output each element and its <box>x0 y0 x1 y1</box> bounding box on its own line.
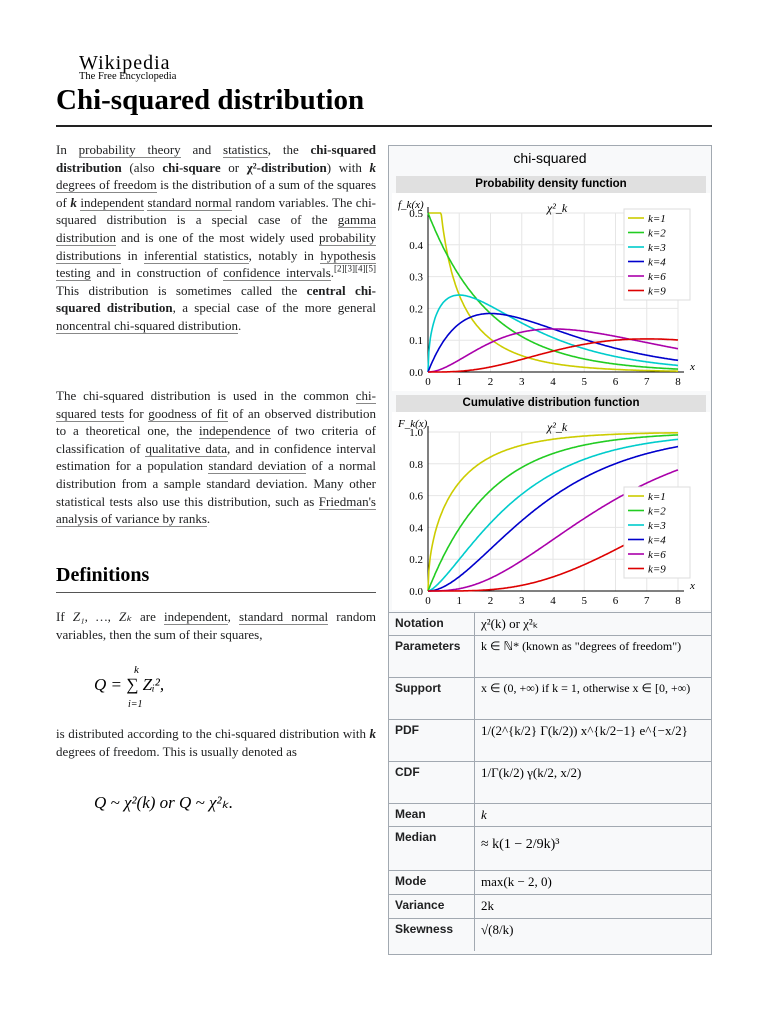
x-tick-label: 2 <box>487 376 494 388</box>
x-axis-label: x <box>690 361 695 373</box>
row-value: 1/(2^{k/2} Γ(k/2)) x^{k/2−1} e^{−x/2} <box>481 723 688 738</box>
link-degrees-of-freedom[interactable]: degrees of freedom <box>56 177 157 193</box>
equation-sum-lower: i=1 <box>128 699 143 710</box>
legend-label: k=4 <box>648 534 666 547</box>
link-independent-2[interactable]: independent <box>164 609 228 624</box>
y-tick-label: 0.2 <box>409 554 423 567</box>
row-pdf <box>389 719 711 761</box>
link-chi-squared-tests[interactable]: chi-squared tests <box>56 388 376 421</box>
link-gamma-distribution[interactable]: gamma distribution <box>56 212 376 245</box>
legend-label: k=6 <box>648 271 666 283</box>
legend-label: k=1 <box>648 491 666 503</box>
link-standard-normal-2[interactable]: standard normal <box>239 609 329 624</box>
wikipedia-wordmark[interactable]: Wikipedia <box>79 52 171 74</box>
y-tick-label: 0.4 <box>409 239 423 252</box>
row-value: ≈ k(1 − 2/9k)³ <box>481 837 560 852</box>
link-independence[interactable]: independence <box>199 423 271 439</box>
legend-label: k=2 <box>648 505 666 518</box>
row-value: 2k <box>481 898 494 913</box>
row-value: 1/Γ(k/2) γ(k/2, x/2) <box>481 765 582 780</box>
x-tick-label: 4 <box>550 595 556 607</box>
row-mode <box>389 870 711 894</box>
cdf-caption: Cumulative distribution function <box>396 395 706 412</box>
legend-label: k=2 <box>648 227 666 240</box>
row-cdf <box>389 761 711 803</box>
x-tick-label: 1 <box>456 376 462 388</box>
x-axis-label: x <box>690 580 695 592</box>
x-tick-label: 5 <box>581 595 587 607</box>
row-label: Mean <box>389 804 475 826</box>
row-median <box>389 826 711 870</box>
x-tick-label: 0 <box>425 376 431 388</box>
legend-label: k=4 <box>648 256 666 269</box>
section-divider <box>56 592 376 593</box>
x-tick-label: 8 <box>675 376 681 388</box>
row-label: Support <box>389 678 475 719</box>
y-tick-label: 0.5 <box>409 208 423 220</box>
pdf-chart-panel <box>392 193 710 391</box>
link-statistics[interactable]: statistics <box>223 142 268 157</box>
equation-notation: Q ~ χ²(k) or Q ~ χ²ₖ. <box>94 793 234 812</box>
legend-label: k=3 <box>648 242 666 254</box>
link-probability-theory[interactable]: probability theory <box>78 142 181 157</box>
wikipedia-tagline: The Free Encyclopedia <box>79 71 177 82</box>
row-value: x ∈ (0, +∞) if k = 1, otherwise x ∈ [0, +∞) <box>481 681 691 695</box>
definitions-paragraph-2: is distributed according to the chi-squared distribution with k degrees of freedom. This is usually denoted as <box>56 726 376 759</box>
link-hypothesis-testing[interactable]: hypothesis testing <box>56 247 376 281</box>
row-mean <box>389 803 711 826</box>
row-label: Median <box>389 827 475 870</box>
link-probability-distributions[interactable]: probability distributions <box>56 229 376 263</box>
y-tick-label: 1.0 <box>409 427 423 439</box>
y-tick-label: 0.3 <box>409 271 423 284</box>
equation-q-sum: Q = ∑ Zᵢ², <box>94 675 165 694</box>
link-confidence-intervals[interactable]: confidence intervals <box>223 265 331 281</box>
row-label: CDF <box>389 762 475 803</box>
intro-paragraph-2: The chi-squared distribution is used in the common chi-squared tests for goodness of fit of an observed distribution to a theoretical one, the independence of two criteria of classification of qualitative data, and in confidence interval estimation for a population standard deviation of a normal distribution from a sample standard deviation. Many other statistical tests also use this distribution, such as Friedman's analysis of variance by ranks. <box>56 388 377 527</box>
row-label: Notation <box>389 613 475 635</box>
y-tick-label: 0.1 <box>409 335 423 348</box>
y-axis-label: f_k(x) <box>398 199 424 211</box>
equation-sum-upper: k <box>134 664 139 676</box>
legend-label: k=1 <box>648 213 666 225</box>
link-inferential-statistics[interactable]: inferential statistics <box>144 247 249 263</box>
x-tick-label: 4 <box>550 376 556 388</box>
row-label: PDF <box>389 720 475 761</box>
row-label: Variance <box>389 895 475 918</box>
x-tick-label: 2 <box>487 595 494 607</box>
legend-label: k=9 <box>648 563 666 576</box>
infobox-title: chi-squared <box>513 150 587 166</box>
intro-paragraph-1: In probability theory and statistics, the chi-squared distribution (also chi-square or χ²-distribution) with k degrees of freedom is the distribution of a sum of the squares of k independent standard normal random variables. The chi-squared distribution is a special case of the gamma distribution and is one of the most widely used probability distributions in inferential statistics, notably in hypothesis testing and in construction of confidence intervals.[2][3][4][5] This distribution is sometimes called the central chi-squared distribution, a special case of the more general noncentral chi-squared distribution. <box>56 142 377 333</box>
link-goodness-of-fit[interactable]: goodness of fit <box>148 405 228 421</box>
x-tick-label: 8 <box>675 595 681 607</box>
reference-markers[interactable]: [2][3][4][5] <box>334 263 376 274</box>
row-label: Mode <box>389 871 475 894</box>
title-divider <box>56 125 712 127</box>
row-support <box>389 677 711 719</box>
row-label: Parameters <box>389 636 475 677</box>
row-variance <box>389 894 711 918</box>
link-standard-normal[interactable]: standard normal <box>147 194 232 210</box>
row-value: k <box>481 807 487 822</box>
x-tick-label: 6 <box>612 595 619 607</box>
x-tick-label: 3 <box>519 376 525 388</box>
row-parameters <box>389 635 711 677</box>
y-tick-label: 0.0 <box>409 586 423 598</box>
row-value: k ∈ ℕ* (known as "degrees of freedom") <box>481 639 682 653</box>
y-axis-label: F_k(x) <box>398 418 428 430</box>
legend-label: k=6 <box>648 549 666 561</box>
legend-label: k=9 <box>648 285 666 298</box>
link-friedman-anova[interactable]: Friedman's analysis of variance by ranks <box>56 493 376 527</box>
link-noncentral-chi-squared[interactable]: noncentral chi-squared distribution <box>56 317 238 333</box>
y-tick-label: 0.4 <box>409 522 423 535</box>
link-independent[interactable]: independent <box>80 194 144 210</box>
x-tick-label: 7 <box>644 595 650 607</box>
legend-label: k=3 <box>648 520 666 532</box>
y-tick-label: 0.2 <box>409 303 423 316</box>
row-value: √(8/k) <box>481 922 514 937</box>
row-value: max(k − 2, 0) <box>481 874 552 889</box>
row-value: χ²(k) or χ²ₖ <box>481 616 539 631</box>
link-standard-deviation[interactable]: standard deviation <box>208 458 307 474</box>
row-skewness <box>389 918 711 951</box>
definitions-paragraph-1: If Z₁, …, Zₖ are independent, standard normal random variables, then the sum of their squares, <box>56 609 376 642</box>
link-qualitative-data[interactable]: qualitative data <box>145 440 228 456</box>
row-label: Skewness <box>389 919 475 951</box>
x-tick-label: 5 <box>581 376 587 388</box>
pdf-chart <box>392 193 710 391</box>
section-heading-definitions: Definitions <box>56 564 150 586</box>
infobox-properties-table <box>389 612 711 951</box>
x-tick-label: 1 <box>456 595 462 607</box>
y-tick-label: 0.8 <box>409 458 423 471</box>
chart-annotation: χ²_k <box>547 420 568 434</box>
cdf-chart-panel <box>392 412 710 610</box>
y-tick-label: 0.6 <box>409 490 423 503</box>
x-tick-label: 3 <box>519 595 525 607</box>
x-tick-label: 7 <box>644 376 650 388</box>
x-tick-label: 6 <box>612 376 619 388</box>
chart-annotation: χ²_k <box>547 201 568 215</box>
x-tick-label: 0 <box>425 595 431 607</box>
page-title: Chi-squared distribution <box>56 84 365 116</box>
cdf-chart <box>392 412 710 610</box>
y-tick-label: 0.0 <box>409 367 423 379</box>
row-notation <box>389 612 711 635</box>
pdf-caption: Probability density function <box>396 176 706 193</box>
